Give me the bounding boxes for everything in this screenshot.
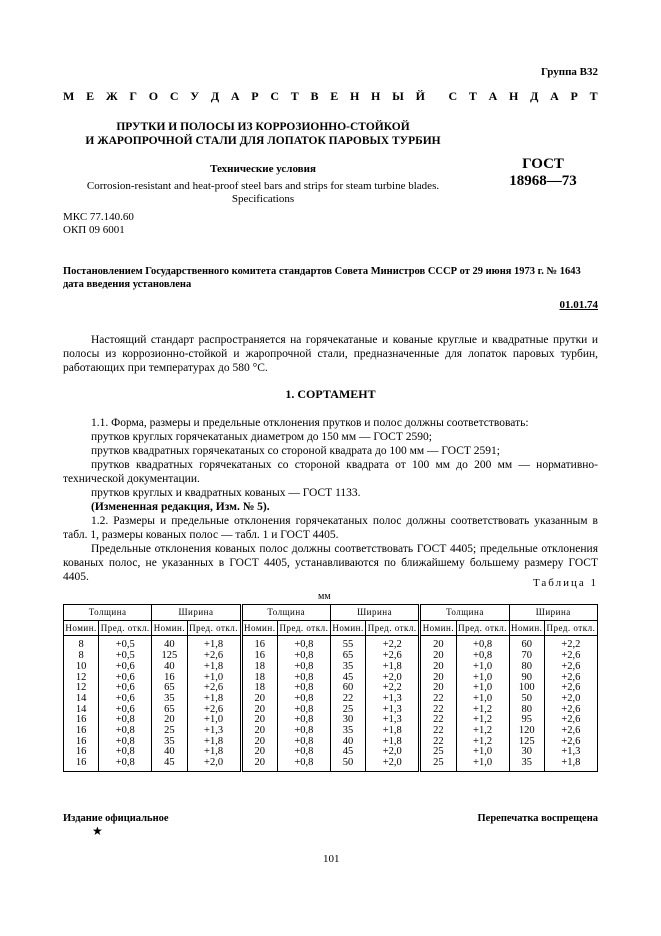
table-cell: 20 <box>420 662 456 673</box>
document-title <box>63 120 463 148</box>
table-cell: +2,0 <box>366 673 420 684</box>
table-cell: +1,8 <box>187 747 241 758</box>
table-cell: 18 <box>241 662 277 673</box>
table-cell: 70 <box>509 651 544 662</box>
table-cell: +1,0 <box>456 662 509 673</box>
table-cell: 40 <box>152 662 187 673</box>
table-cell: +2,0 <box>187 758 241 771</box>
table-cell: +2,6 <box>544 726 597 737</box>
table-cell: +1,0 <box>456 673 509 684</box>
table-cell: 22 <box>420 705 456 716</box>
table-cell: 95 <box>509 715 544 726</box>
table-cell: +0,8 <box>277 673 330 684</box>
page-number: 101 <box>323 853 340 865</box>
paragraph-1-2: 1.2. Размеры и предельные отклонения горячекатаных полос должны соответствовать указанным в табл. 1, размеры кованых полос — табл. 1 и ГОСТ 4405. <box>63 515 598 541</box>
sub-header: Пред. откл. <box>456 620 509 636</box>
table-cell: 16 <box>64 758 99 771</box>
table-cell: 22 <box>420 737 456 748</box>
table-cell: 16 <box>241 651 277 662</box>
table-cell: 16 <box>152 673 187 684</box>
group-header: Толщина <box>420 605 509 621</box>
amendment-note: (Измененная редакция, Изм. № 5). <box>91 501 270 513</box>
banner-letter: О <box>148 89 159 103</box>
table-cell: 125 <box>152 651 187 662</box>
paragraph-deviations: Предельные отклонения кованых полос должны соответствовать ГОСТ 4405; предельные отклонения кованых полос, не указанных в ГОСТ 4405, устанавливаются по ближайшему большему размеру ГОСТ 4405. <box>63 543 598 583</box>
gost-label: ГОСТ <box>522 156 564 172</box>
table-row <box>64 694 598 705</box>
table-cell: 20 <box>241 705 277 716</box>
english-title-line-2: Specifications <box>231 193 295 205</box>
title-line-2: И ЖАРОПРОЧНОЙ СТАЛИ ДЛЯ ЛОПАТОК ПАРОВЫХ ТУРБИН <box>85 135 441 147</box>
table-cell: 35 <box>509 758 544 771</box>
table-cell: +0,8 <box>99 758 152 771</box>
table-cell: +0,8 <box>99 737 152 748</box>
table-cell: 30 <box>330 715 365 726</box>
table-cell: +0,8 <box>277 715 330 726</box>
document-subtitle: Технические условия <box>210 163 316 175</box>
table-cell: +1,3 <box>544 747 597 758</box>
okp-code: ОКП 09 6001 <box>63 224 125 236</box>
decree-text: Постановлением Государственного комитета стандартов Совета Министров СССР от 29 июня 1973 г. № 1643 дата введения установлена <box>63 266 581 290</box>
table-cell: +0,8 <box>277 737 330 748</box>
table-cell: 22 <box>420 694 456 705</box>
table-cell: +0,6 <box>99 694 152 705</box>
table-cell: +2,6 <box>366 651 420 662</box>
table-caption: Таблица 1 <box>532 577 598 589</box>
table-cell: 20 <box>420 673 456 684</box>
dimensions-table <box>63 604 598 772</box>
gost-code: 18968—73 <box>509 173 577 189</box>
table-cell: 16 <box>64 726 99 737</box>
table-cell: +2,6 <box>544 737 597 748</box>
table-cell: 40 <box>330 737 365 748</box>
official-edition: Издание официальное <box>63 813 169 824</box>
table-cell: +1,3 <box>366 715 420 726</box>
table-cell: 18 <box>241 673 277 684</box>
banner-letter: А <box>230 89 240 103</box>
banner-letter: Д <box>210 89 220 103</box>
table-cell: +2,6 <box>544 673 597 684</box>
mks-code: МКС 77.140.60 <box>63 211 134 223</box>
table-cell: +1,3 <box>366 705 420 716</box>
paragraph-square-bars: прутков квадратных горячекатаных со стороной квадрата до 100 мм — ГОСТ 2591; <box>91 445 500 457</box>
table-cell: +0,8 <box>277 694 330 705</box>
table-cell: +1,8 <box>366 726 420 737</box>
reprint-prohibited: Перепечатка воспрещена <box>477 813 598 824</box>
table-cell: 10 <box>64 662 99 673</box>
table-cell: 16 <box>64 747 99 758</box>
table-cell: +0,8 <box>277 747 330 758</box>
banner-letter: С <box>448 89 458 103</box>
table-cell: +1,2 <box>456 726 509 737</box>
table-cell: 22 <box>420 726 456 737</box>
table-cell: 20 <box>241 747 277 758</box>
table-cell: +0,8 <box>277 662 330 673</box>
table-cell: 16 <box>241 636 277 651</box>
table-cell: 35 <box>152 737 187 748</box>
table-cell: 18 <box>241 683 277 694</box>
banner-letter: Е <box>86 89 95 103</box>
table-cell: 80 <box>509 662 544 673</box>
table-cell: 45 <box>152 758 187 771</box>
table-cell: 65 <box>330 651 365 662</box>
table-cell: 25 <box>330 705 365 716</box>
banner-letter: А <box>488 89 498 103</box>
table-cell: +2,6 <box>187 705 241 716</box>
banner-letter: Е <box>330 89 339 103</box>
table-cell: 14 <box>64 705 99 716</box>
table-cell: 20 <box>420 651 456 662</box>
table-cell: 8 <box>64 651 99 662</box>
table-row <box>64 715 598 726</box>
table-cell: 35 <box>330 726 365 737</box>
table-cell: +1,0 <box>456 747 509 758</box>
table-cell: 45 <box>330 747 365 758</box>
table-cell: +1,0 <box>456 694 509 705</box>
table-cell: 125 <box>509 737 544 748</box>
table-row <box>64 673 598 684</box>
sub-header: Пред. откл. <box>366 620 420 636</box>
table-cell: +1,8 <box>187 636 241 651</box>
group-header: Ширина <box>330 605 419 621</box>
banner-letter: У <box>190 89 200 103</box>
english-title-line-1: Corrosion-resistant and heat-proof steel bars and strips for steam turbine blades. <box>86 180 440 192</box>
table-cell: 35 <box>152 694 187 705</box>
table-cell: +0,6 <box>99 683 152 694</box>
table-cell: +1,8 <box>187 662 241 673</box>
table-cell: 20 <box>241 726 277 737</box>
paragraph-round-bars: прутков круглых горячекатаных диаметром до 150 мм — ГОСТ 2590; <box>91 431 432 443</box>
table-cell: +1,8 <box>187 737 241 748</box>
gost-number <box>498 156 588 190</box>
table-cell: +1,0 <box>187 673 241 684</box>
banner-letter: Г <box>129 89 138 103</box>
table-cell: +2,6 <box>544 651 597 662</box>
banner-letter: Й <box>415 89 425 103</box>
banner-letter: С <box>169 89 179 103</box>
table-cell: +2,2 <box>366 636 420 651</box>
table-sub-header-row <box>64 620 598 636</box>
table-cell: 20 <box>420 636 456 651</box>
banner-letter: Т <box>290 89 299 103</box>
sub-header: Номин. <box>330 620 365 636</box>
section-body <box>63 416 598 584</box>
table-cell: 12 <box>64 683 99 694</box>
sub-header: Номин. <box>64 620 99 636</box>
table-row <box>64 747 598 758</box>
table-cell: +0,8 <box>277 636 330 651</box>
table-row <box>64 737 598 748</box>
banner-letter: Р <box>251 89 259 103</box>
banner-letter: Д <box>530 89 539 103</box>
sub-header: Номин. <box>241 620 277 636</box>
table-cell: +1,8 <box>366 662 420 673</box>
table-cell: 20 <box>420 683 456 694</box>
table-cell: 40 <box>152 747 187 758</box>
table-cell: +0,8 <box>277 758 330 771</box>
table-cell: 80 <box>509 705 544 716</box>
table-cell: 12 <box>64 673 99 684</box>
banner-letter: В <box>310 89 319 103</box>
banner-letter: М <box>63 89 75 103</box>
table-cell: 22 <box>330 694 365 705</box>
banner-letter: Н <box>371 89 381 103</box>
group-header: Ширина <box>509 605 597 621</box>
table-row <box>64 705 598 716</box>
table-cell: 22 <box>420 715 456 726</box>
table-cell: 25 <box>152 726 187 737</box>
banner-letter: Н <box>509 89 519 103</box>
group-header: Ширина <box>152 605 241 621</box>
table-cell: 16 <box>64 737 99 748</box>
paragraph-forged-bars: прутков круглых и квадратных кованых — ГОСТ 1133. <box>91 487 361 499</box>
table-cell: +2,6 <box>544 662 597 673</box>
table-cell: 65 <box>152 705 187 716</box>
table-cell: +1,0 <box>187 715 241 726</box>
table-cell: +1,2 <box>456 715 509 726</box>
table-row <box>64 651 598 662</box>
table-cell: +0,5 <box>99 651 152 662</box>
table-cell: 20 <box>152 715 187 726</box>
classification-codes <box>63 211 134 237</box>
table-cell: 25 <box>420 747 456 758</box>
banner-letter: Ы <box>392 89 404 103</box>
section-heading: 1. СОРТАМЕНТ <box>285 387 376 401</box>
table-cell: 20 <box>241 737 277 748</box>
sub-header: Пред. откл. <box>187 620 241 636</box>
table-cell: +0,5 <box>99 636 152 651</box>
table-cell: 50 <box>509 694 544 705</box>
table-cell: +1,2 <box>456 705 509 716</box>
table-cell: +2,2 <box>544 636 597 651</box>
table-cell: +0,8 <box>456 651 509 662</box>
table-cell: +1,0 <box>456 683 509 694</box>
standard-banner <box>63 89 598 104</box>
table-cell: 30 <box>509 747 544 758</box>
table-cell: +2,2 <box>366 683 420 694</box>
table-cell: +2,0 <box>366 747 420 758</box>
table-cell: +0,8 <box>277 651 330 662</box>
table-cell: +0,6 <box>99 662 152 673</box>
table-cell: +1,2 <box>456 737 509 748</box>
table-row <box>64 758 598 771</box>
sub-header: Номин. <box>420 620 456 636</box>
effective-date: 01.01.74 <box>559 299 598 311</box>
table-cell: 20 <box>241 715 277 726</box>
table-cell: 120 <box>509 726 544 737</box>
banner-letter: Р <box>570 89 578 103</box>
group-label: Группа В32 <box>540 66 598 78</box>
intro-paragraph: Настоящий стандарт распространяется на горячекатаные и кованые круглые и квадратные прутки и полосы из коррозионно-стойкой и жаропрочной стали, предназначенные для лопаток паровых турбин, работающих при температурах до 580 °С. <box>63 334 598 374</box>
table-cell: +0,8 <box>456 636 509 651</box>
group-header: Толщина <box>241 605 330 621</box>
table-cell: 45 <box>330 673 365 684</box>
english-title <box>63 180 463 206</box>
sub-header: Номин. <box>509 620 544 636</box>
table-cell: 60 <box>509 636 544 651</box>
sub-header: Пред. откл. <box>277 620 330 636</box>
banner-letter: А <box>550 89 559 103</box>
table-cell: +2,0 <box>544 694 597 705</box>
title-line-1: ПРУТКИ И ПОЛОСЫ ИЗ КОРРОЗИОННО-СТОЙКОЙ <box>116 121 410 133</box>
table-cell: +1,3 <box>366 694 420 705</box>
table-cell: 20 <box>241 694 277 705</box>
table-row <box>64 636 598 651</box>
table-cell: +1,3 <box>187 726 241 737</box>
table-cell: +1,0 <box>456 758 509 771</box>
table-cell: 16 <box>64 715 99 726</box>
table-cell: 60 <box>330 683 365 694</box>
table-unit: мм <box>318 591 331 602</box>
table-cell: +0,8 <box>99 726 152 737</box>
table-cell: 90 <box>509 673 544 684</box>
table-cell: +2,6 <box>187 651 241 662</box>
table-cell: +1,8 <box>544 758 597 771</box>
paragraph-square-bars-large: прутков квадратных горячекатаных со стороной квадрата от 100 мм до 200 мм — нормативно-технической документации. <box>63 459 598 485</box>
sub-header: Пред. откл. <box>99 620 152 636</box>
table-cell: 35 <box>330 662 365 673</box>
table-cell: 8 <box>64 636 99 651</box>
table-cell: +0,6 <box>99 705 152 716</box>
banner-letter: Т <box>589 89 598 103</box>
banner-letter: Ж <box>105 89 118 103</box>
group-header: Толщина <box>64 605 152 621</box>
table-cell: 50 <box>330 758 365 771</box>
sub-header: Пред. откл. <box>544 620 597 636</box>
banner-letter: С <box>270 89 279 103</box>
table-cell: +2,6 <box>544 715 597 726</box>
table-row <box>64 726 598 737</box>
table-cell: +1,8 <box>187 694 241 705</box>
table-group-header-row <box>64 605 598 621</box>
paragraph-1-1: 1.1. Форма, размеры и предельные отклонения прутков и полос должны соответствовать: <box>91 417 529 429</box>
table-cell: 20 <box>241 758 277 771</box>
table-cell: +0,6 <box>99 673 152 684</box>
table-cell: 65 <box>152 683 187 694</box>
star-icon: ★ <box>92 824 103 838</box>
table-cell: +0,8 <box>277 726 330 737</box>
table-cell: +1,8 <box>366 737 420 748</box>
table-cell: 100 <box>509 683 544 694</box>
table-cell: +0,8 <box>99 747 152 758</box>
table-cell: +2,0 <box>366 758 420 771</box>
table-cell: 14 <box>64 694 99 705</box>
table-cell: +2,6 <box>544 683 597 694</box>
table-cell: +0,8 <box>277 683 330 694</box>
table-cell: 40 <box>152 636 187 651</box>
table-cell: +2,6 <box>187 683 241 694</box>
banner-letter: Т <box>468 89 477 103</box>
banner-letter: Н <box>349 89 360 103</box>
table-cell: +0,8 <box>99 715 152 726</box>
table-cell: +2,6 <box>544 705 597 716</box>
table-cell: +0,8 <box>277 705 330 716</box>
table-cell: 55 <box>330 636 365 651</box>
table-row <box>64 662 598 673</box>
table-row <box>64 683 598 694</box>
table-cell: 25 <box>420 758 456 771</box>
sub-header: Номин. <box>152 620 187 636</box>
table-body <box>64 636 598 771</box>
